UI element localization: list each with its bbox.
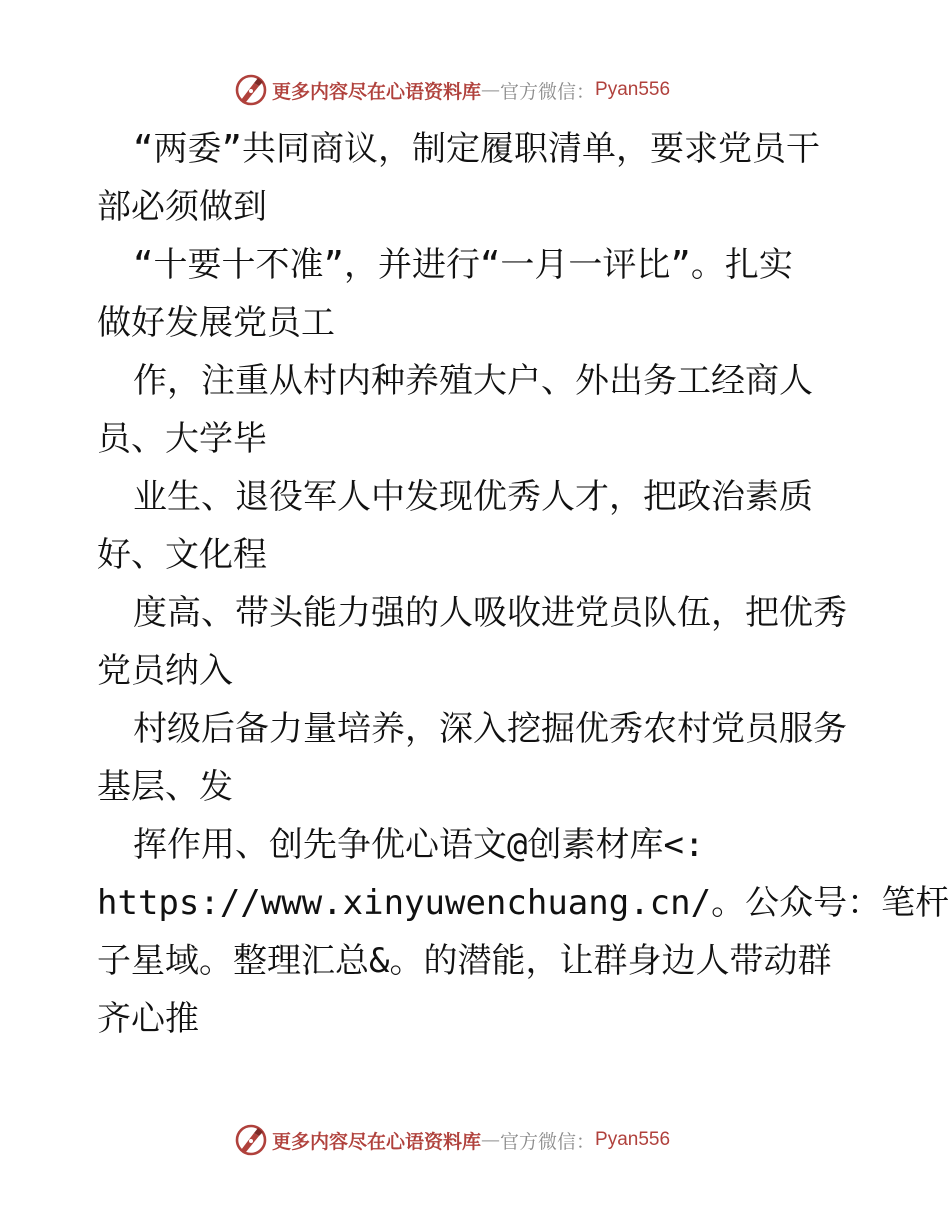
banner-wechat-label: 官方微信： — [500, 1130, 596, 1153]
pen-nib-logo-icon — [234, 73, 268, 107]
body-line: “两委”共同商议，制定履职清单，要求党员干 — [133, 129, 820, 169]
body-line: 业生、退役军人中发现优秀人才，把政治素质 — [133, 477, 813, 517]
banner-wechat-label: 官方微信： — [500, 80, 596, 103]
body-line: 村级后备力量培养，深入挖掘优秀农村党员服务 — [133, 709, 847, 749]
body-line: 基层、发 — [97, 767, 233, 807]
banner-title: 更多内容尽在心语资料库 — [272, 1130, 482, 1153]
banner-separator: — — [481, 79, 501, 101]
banner-title: 更多内容尽在心语资料库 — [272, 80, 482, 103]
body-line: 作，注重从村内种养殖大户、外出务工经商人 — [133, 361, 813, 401]
body-line: 做好发展党员工 — [97, 303, 335, 343]
document-body — [97, 120, 950, 1048]
footer-banner — [234, 1122, 714, 1158]
body-line: 子星域。整理汇总&。的潜能，让群身边人带动群 — [97, 941, 832, 981]
banner-wechat-id: Pyan556 — [595, 79, 671, 100]
pen-nib-logo-icon — [234, 1123, 268, 1157]
banner-wechat-id: Pyan556 — [595, 1129, 671, 1150]
header-banner — [234, 72, 714, 108]
body-line: “十要十不准”，并进行“一月一评比”。扎实 — [133, 245, 793, 285]
body-line: 齐心推 — [97, 999, 199, 1039]
body-line: 度高、带头能力强的人吸收进党员队伍，把优秀 — [133, 593, 847, 633]
body-line: https://www.xinyuwenchuang.cn/。公众号：笔杆 — [97, 883, 950, 923]
body-line: 挥作用、创先争优心语文@创素材库<: — [133, 825, 705, 865]
body-line: 员、大学毕 — [97, 419, 267, 459]
banner-separator: — — [481, 1129, 501, 1151]
body-line: 部必须做到 — [97, 187, 267, 227]
body-line: 党员纳入 — [97, 651, 233, 691]
body-line: 好、文化程 — [97, 535, 267, 575]
